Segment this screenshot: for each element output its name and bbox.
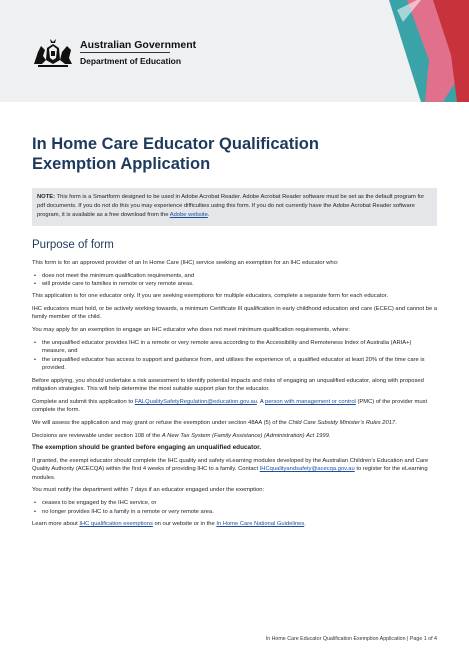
text-span: Decisions are reviewable under section 108 of the <box>32 432 162 439</box>
list-item: • does not meet the minimum qualification requirements, and <box>32 272 437 281</box>
bullet-list <box>32 339 437 373</box>
adobe-website-link[interactable]: Adobe website <box>169 212 208 218</box>
guidelines-link[interactable]: In Home Care National Guidelines <box>216 520 305 527</box>
qualification-exemptions-link[interactable]: IHC qualification exemptions <box>79 520 153 527</box>
paragraph: You must notify the department within 7 days if an educator engaged under the exemption: <box>32 487 265 494</box>
title-line-2: Exemption Application <box>32 155 211 173</box>
text-span: on our website or in the <box>152 520 217 527</box>
decorative-graphic <box>359 0 469 102</box>
paragraph: This application is for one educator only. If you are seeking exemptions for multiple educators, complete a separate form for each educator. <box>32 293 388 300</box>
pmc-link[interactable]: person with management or control <box>264 398 356 405</box>
bullet-list <box>32 499 437 516</box>
note-label: NOTE: <box>37 194 56 200</box>
paragraph <box>32 419 437 428</box>
list-item: • no longer provides IHC to a family in a remote or very remote area. <box>32 508 437 517</box>
bold-statement: The exemption should be granted before engaging an unqualified educator. <box>32 444 262 452</box>
list-item: • the unqualified educator has access to support and guidance from, and utilises the experience of, a qualified educator at least 20% of the time care is provided. <box>32 356 437 373</box>
government-name: Australian Government <box>80 39 197 51</box>
act-title: A New Tax System (Family Assistance) (Administration) Act 1999 <box>161 432 329 439</box>
list-item: • the unqualified educator provides IHC in a remote or very remote area according to the Accessibility and Remoteness Index of Australia (ARIA+) measure, and <box>32 339 437 356</box>
text-span: We will assess the application and may grant or refuse the exemption under section 48AA (5) of the <box>32 419 289 426</box>
text-span: . A <box>256 398 265 405</box>
page-header <box>0 0 469 102</box>
note-end: . <box>207 212 210 218</box>
paragraph: You may apply for an exemption to engage an IHC educator who does not meet minimum qualification requirements, where: <box>32 327 350 334</box>
text-span: (PMC) of the provider must complete the form. <box>32 398 428 414</box>
text-span: Learn more about <box>32 520 80 527</box>
list-item: • ceases to be engaged by the IHC service, or <box>32 499 437 508</box>
note-text: This form is a Smartform designed to be used in Adobe Acrobat Reader. Adobe Acrobat Reader software must be set as the default program for pdf documents. If you do not do this you may experience difficulties using this form. If you do not currently have the Adobe Acrobat Reader software program, it is available as a free download from the <box>37 194 425 218</box>
coat-of-arms-logo <box>32 38 74 68</box>
paragraph: IHC educators must hold, or be actively working towards, a minimum Certificate III qualification in early childhood education and care (ECEC) and cannot be a family member of the child. <box>32 305 438 321</box>
text-span: Complete and submit this application to <box>32 398 135 405</box>
text-span: . <box>395 419 397 426</box>
title-line-1: In Home Care Educator Qualification <box>32 135 319 153</box>
text-span: If granted, the exempt educator should complete the IHC quality and safety eLearning modules developed by the Australian Children’s Education and Care Quality Authority (ACECQA) within the first 4 weeks of providing IHC to a family. Contact <box>32 457 429 473</box>
paragraph <box>32 432 437 441</box>
page-footer: In Home Care Educator Qualification Exemption Application | Page 1 of 4 <box>265 636 437 642</box>
rules-title: Child Care Subsidy Minister’s Rules 2017 <box>288 419 396 426</box>
paragraph: This form is for an approved provider of an In Home Care (IHC) service seeking an exemption for an IHC educator who: <box>32 260 339 266</box>
text-span: to register for the eLearning modules. <box>32 466 428 481</box>
bullet-list <box>32 272 437 289</box>
body-text <box>32 259 437 532</box>
list-item: • will provide care to families in remote or very remote areas. <box>32 280 437 289</box>
text-span: . <box>304 520 306 527</box>
department-name: Department of Education <box>80 56 182 66</box>
acecqa-email-link[interactable]: IHCqualityandsafety@acecqa.gov.au <box>259 466 355 473</box>
paragraph <box>32 520 437 529</box>
paragraph <box>32 457 437 483</box>
header-divider <box>80 52 170 53</box>
text-span: . <box>328 432 331 439</box>
paragraph: Before applying, you should undertake a risk assessment to identify potential impacts and risks of engaging an unqualified educator, along with proposed mitigation strategies. This will help determine the most suitable support plan for the educator. <box>32 377 424 393</box>
falquality-email-link[interactable]: FALQualitySafetyRegulation@education.gov.au <box>134 398 257 405</box>
page-title <box>32 134 432 174</box>
purpose-heading: Purpose of form <box>32 239 114 251</box>
paragraph <box>32 398 437 415</box>
note-box <box>32 188 437 226</box>
